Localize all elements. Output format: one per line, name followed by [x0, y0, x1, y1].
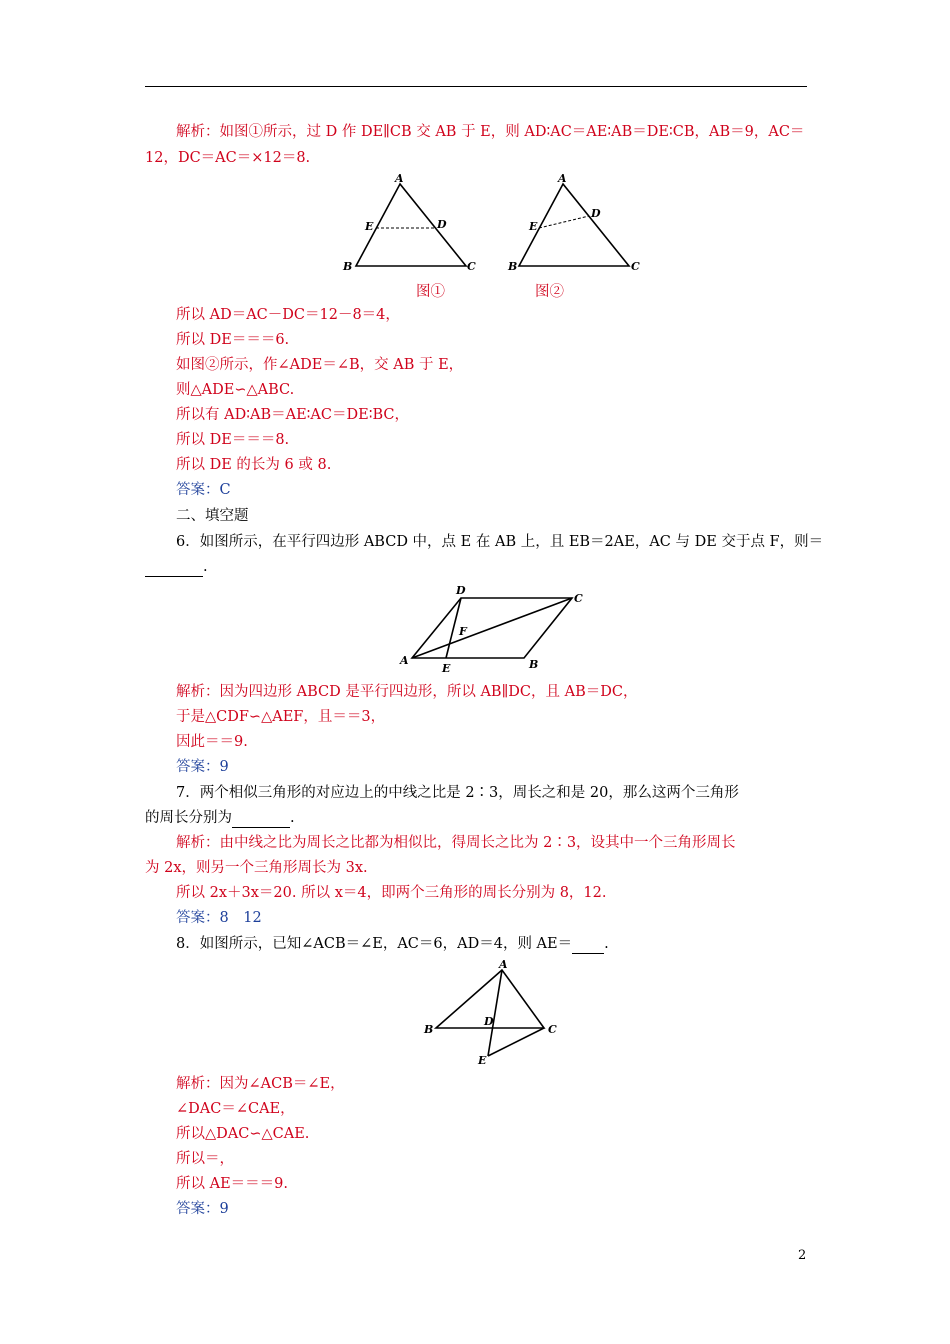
solution-8-line-4: 所以＝，: [176, 1151, 234, 1167]
fig1-label-a: A: [395, 172, 404, 185]
figure-3-parallelogram: [396, 580, 592, 676]
question-7-text: 的周长分别为: [145, 810, 232, 826]
answer-blank: [232, 813, 290, 828]
solution-5-line-7: 所以有 AD∶AB＝AE∶AC＝DE∶BC，: [176, 407, 410, 423]
answer-5: 答案：C: [176, 482, 231, 498]
solution-8-line-3: 所以△DAC∽△CAE.: [176, 1126, 310, 1142]
solution-5-line-5: 如图②所示，作∠ADE＝∠B，交 AB 于 E，: [176, 357, 464, 373]
solution-8-line-5: 所以 AE＝＝＝9.: [176, 1176, 288, 1192]
question-7-line-2: [145, 808, 295, 828]
fig2-label-c: C: [631, 260, 640, 273]
header-rule: [145, 86, 807, 87]
answer-blank: [572, 939, 604, 954]
question-7-period: .: [290, 810, 295, 826]
fig4-label-b: B: [424, 1023, 434, 1036]
fig1-label-c: C: [467, 260, 476, 273]
solution-5-line-2: 12，DC＝AC＝×12＝8.: [145, 150, 311, 166]
solution-6-line-1: 解析：因为四边形 ABCD 是平行四边形，所以 AB∥DC，且 AB＝DC，: [176, 684, 638, 700]
figure-1-triangle: [338, 172, 480, 274]
solution-5-line-8: 所以 DE＝＝＝8.: [176, 432, 290, 448]
question-8-line-1: [176, 934, 609, 954]
solution-8-line-2: ∠DAC＝∠CAE，: [176, 1101, 295, 1117]
fig2-label-a: A: [558, 172, 567, 185]
fig2-label-e: E: [529, 220, 538, 233]
fig1-label-b: B: [343, 260, 353, 273]
solution-5-line-1: 解析：如图①所示，过 D 作 DE∥CB 交 AB 于 E，则 AD∶AC＝AE∶AB＝DE∶CB，AB＝9，AC＝: [176, 124, 805, 140]
solution-6-line-2: 于是△CDF∽△AEF，且＝＝3，: [176, 709, 386, 725]
solution-8-line-1: 解析：因为∠ACB＝∠E，: [176, 1076, 345, 1092]
fig4-label-e: E: [478, 1054, 487, 1067]
answer-8: 答案：9: [176, 1201, 229, 1217]
question-8-text: 8．如图所示，已知∠ACB＝∠E，AC＝6，AD＝4，则 AE＝: [176, 936, 573, 952]
fig2-label-b: B: [508, 260, 518, 273]
figure-2-triangle: [505, 172, 647, 274]
fig4-label-d: D: [484, 1015, 494, 1028]
answer-blank: [145, 562, 203, 577]
figure-2-caption: 图②: [535, 284, 564, 300]
solution-7-line-1: 解析：由中线之比为周长之比都为相似比，得周长之比为 2∶3，设其中一个三角形周长: [176, 835, 736, 851]
question-7-line-1: 7．两个相似三角形的对应边上的中线之比是 2∶3，周长之和是 20，那么这两个三角形: [176, 785, 739, 801]
question-6-line-2: [145, 557, 208, 577]
answer-7: 答案：8 12: [176, 910, 262, 926]
fig3-label-b: B: [529, 658, 539, 671]
solution-5-line-3: 所以 AD＝AC－DC＝12－8＝4，: [176, 307, 400, 323]
fig3-label-a: A: [400, 654, 409, 667]
figure-4-triangles: [422, 956, 566, 1068]
section-heading: 二、填空题: [176, 508, 249, 524]
figure-1-caption: 图①: [416, 284, 445, 300]
question-6-line-1: 6．如图所示，在平行四边形 ABCD 中，点 E 在 AB 上，且 EB＝2AE，AC 与 DE 交于点 F，则＝: [176, 534, 824, 550]
solution-6-line-3: 因此＝＝9.: [176, 734, 248, 750]
solution-7-line-3: 所以 2x＋3x＝20. 所以 x＝4，即两个三角形的周长分别为 8，12.: [176, 885, 607, 901]
fig3-label-d: D: [456, 584, 466, 597]
fig4-label-c: C: [548, 1023, 557, 1036]
fig1-label-e: E: [365, 220, 374, 233]
fig1-label-d: D: [437, 218, 447, 231]
page-number: 2: [798, 1248, 807, 1263]
solution-5-line-4: 所以 DE＝＝＝6.: [176, 332, 290, 348]
solution-7-line-2: 为 2x，则另一个三角形周长为 3x.: [145, 860, 368, 876]
solution-5-line-9: 所以 DE 的长为 6 或 8.: [176, 457, 332, 473]
fig3-label-f: F: [459, 625, 467, 638]
question-8-period: .: [604, 936, 609, 952]
solution-5-line-6: 则△ADE∽△ABC.: [176, 382, 295, 398]
fig2-label-d: D: [591, 207, 601, 220]
question-6-period: .: [203, 559, 208, 575]
answer-6: 答案：9: [176, 759, 229, 775]
fig4-label-a: A: [499, 958, 508, 971]
fig3-label-c: C: [574, 592, 583, 605]
fig3-label-e: E: [442, 662, 451, 675]
